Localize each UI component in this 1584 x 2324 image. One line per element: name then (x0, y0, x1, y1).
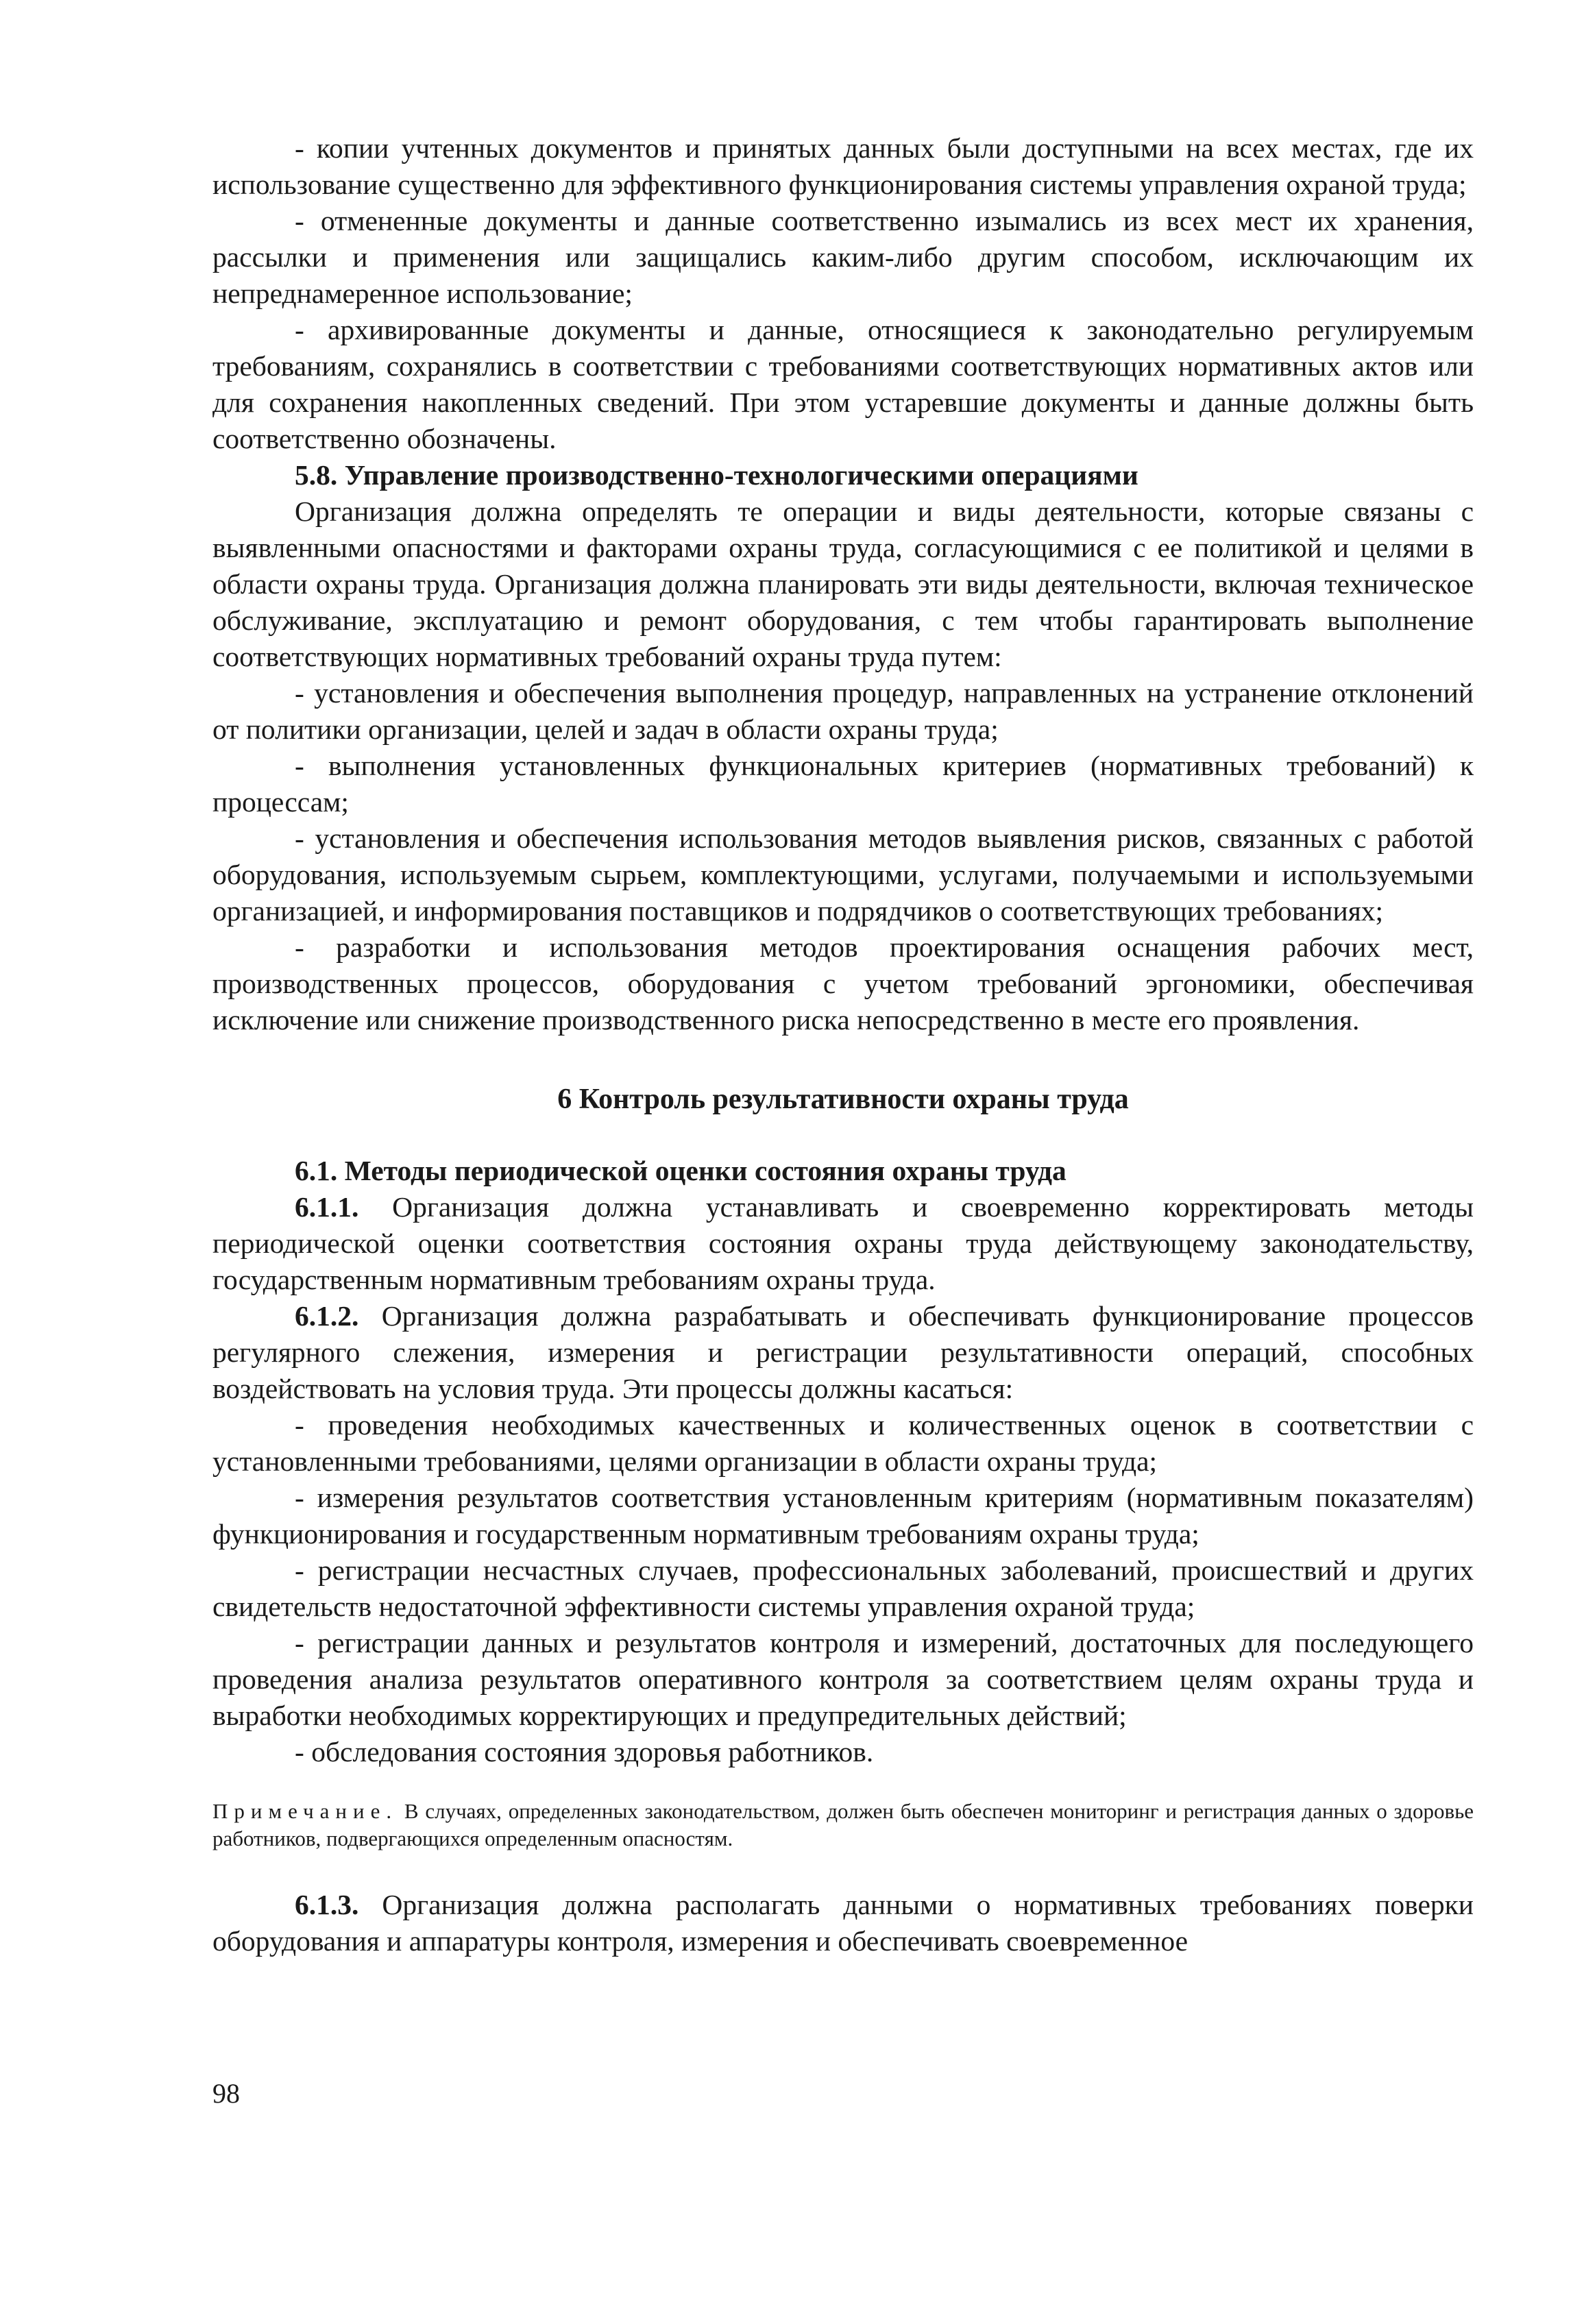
paragraph: - обследования состояния здоровья работников. (295, 1736, 874, 1768)
clause-number: 6.1.1. (295, 1191, 359, 1223)
paragraph: - архивированные документы и данные, относящиеся к законодательно регулируемым требованиям, сохранялись в соответствии с требованиями соответствующих нормативных актов или для сохранения накопленных сведений. При этом устаревшие документы и данные должны быть соответственно обозначены. (212, 314, 1474, 454)
paragraph: - регистрации несчастных случаев, профессиональных заболеваний, происшествий и других свидетельств недостаточной эффективности системы управления охраной труда; (212, 1554, 1474, 1622)
subsection-heading-5-8: 5.8. Управление производственно-технологическими операциями (295, 459, 1138, 491)
clause-6-1-3 (212, 1887, 1474, 1959)
paragraph: - установления и обеспечения использования методов выявления рисков, связанных с работой оборудования, используемым сырьем, комплектующими, услугами, получаемыми и используемыми организацией, и информирования поставщиков и подрядчиков о соответствующих требованиях; (212, 822, 1474, 927)
page-number: 98 (212, 2078, 240, 2109)
clause-text: Организация должна разрабатывать и обеспечивать функционирование процессов регулярного слежения, измерения и регистрации результативности операций, способных воздействовать на условия труда. Эти процессы должны касаться: (212, 1300, 1474, 1404)
clause-number: 6.1.3. (295, 1889, 359, 1920)
paragraph: - установления и обеспечения выполнения процедур, направленных на устранение отклонений от политики организации, целей и задач в области охраны труда; (212, 677, 1474, 745)
paragraph: - копии учтенных документов и принятых данных были доступными на всех местах, где их использование существенно для эффективного функционирования системы управления охраной труда; (212, 132, 1474, 200)
paragraph: - разработки и использования методов проектирования оснащения рабочих мест, производственных процессов, оборудования с учетом требований эргономики, обеспечивая исключение или снижение производственного риска непосредственно в месте его проявления. (212, 931, 1474, 1036)
paragraph: - проведения необходимых качественных и количественных оценок в соответствии с установленными требованиями, целями организации в области охраны труда; (212, 1409, 1474, 1477)
clause-6-1-1 (212, 1189, 1474, 1298)
paragraph: - отмененные документы и данные соответственно изымались из всех мест их хранения, рассылки и применения или защищались каким-либо другим способом, исключающим их непреднамеренное использование; (212, 205, 1474, 309)
clause-number: 6.1.2. (295, 1300, 359, 1332)
paragraph: - измерения результатов соответствия установленным критериям (нормативным показателям) функционирования и государственным нормативным требованиям охраны труда; (212, 1482, 1474, 1550)
subsection-heading-6-1: 6.1. Методы периодической оценки состояния охраны труда (295, 1155, 1067, 1186)
paragraph: Организация должна определять те операции и виды деятельности, которые связаны с выявленными опасностями и факторами охраны труда, согласующимися с ее политикой и целями в области охраны труда. Организация должна планировать эти виды деятельности, включая техническое обслуживание, эксплуатацию и ремонт оборудования, с тем чтобы гарантировать выполнение соответствующих нормативных требований охраны труда путем: (212, 496, 1474, 672)
paragraph: - регистрации данных и результатов контроля и измерений, достаточных для последующего проведения анализа результатов оперативного контроля за соответствием целям охраны труда и выработки необходимых корректирующих и предупредительных действий; (212, 1627, 1474, 1731)
section-title-6: 6 Контроль результативности охраны труда (557, 1084, 1129, 1115)
note (212, 1798, 1474, 1852)
paragraph: - выполнения установленных функциональных критериев (нормативных требований) к процессам; (212, 750, 1474, 818)
clause-text: Организация должна располагать данными о нормативных требованиях поверки оборудования и аппаратуры контроля, измерения и обеспечивать своевременное (212, 1889, 1474, 1957)
note-text: В случаях, определенных законодательством, должен быть обеспечен мониторинг и регистрация данных о здоровье работников, подвергающихся определенным опасностям. (212, 1799, 1474, 1850)
note-label: Примечание. (212, 1799, 398, 1823)
clause-6-1-2 (212, 1298, 1474, 1407)
document-page (212, 130, 1474, 1959)
clause-text: Организация должна устанавливать и своевременно корректировать методы периодической оценки соответствия состояния охраны труда действующему законодательству, государственным нормативным требованиям охраны труда. (212, 1191, 1474, 1295)
